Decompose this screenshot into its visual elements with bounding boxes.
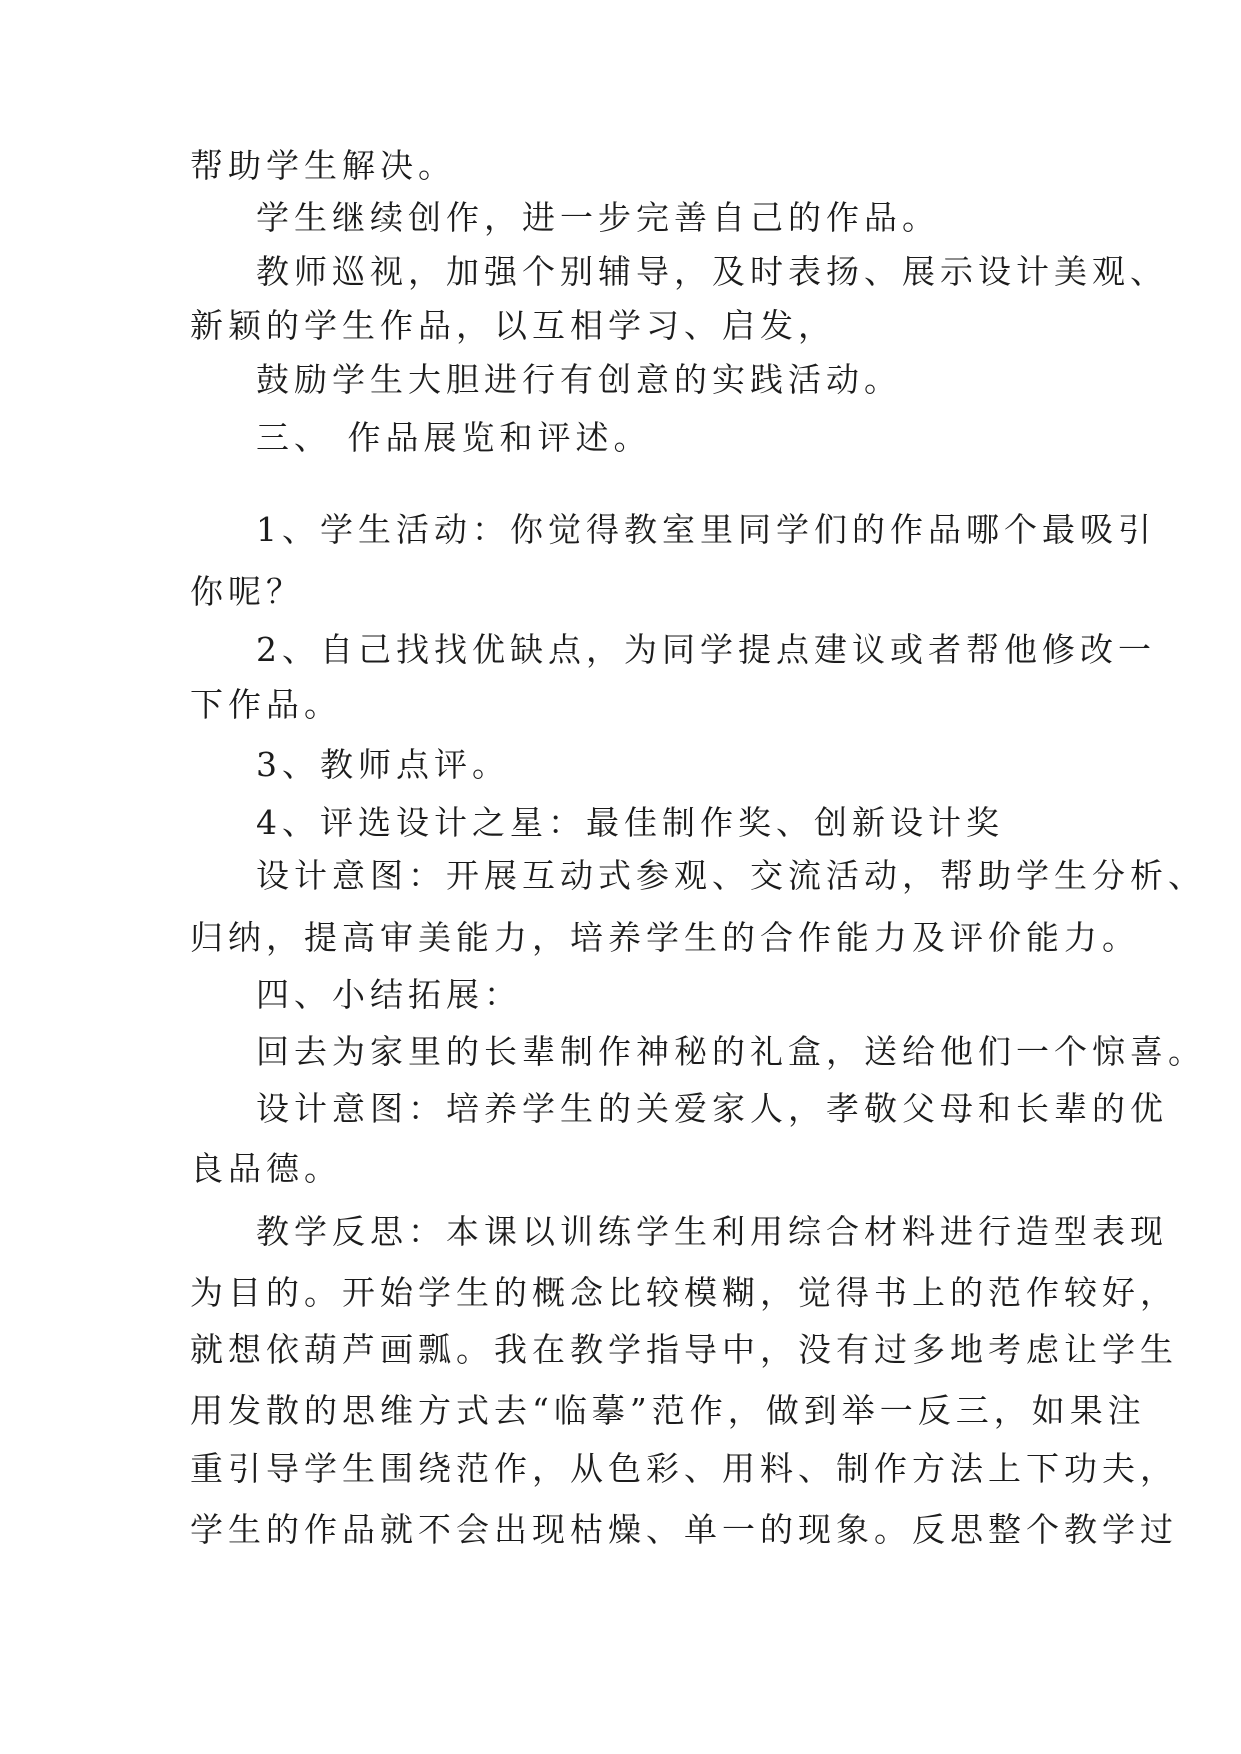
text-line: 3、教师点评。 xyxy=(256,745,510,784)
text-line: 归纳，提高审美能力，培养学生的合作能力及评价能力。 xyxy=(190,918,1140,957)
text-line: 2、自己找找优缺点，为同学提点建议或者帮他修改一 xyxy=(256,630,1156,669)
text-line: 教学反思：本课以训练学生利用综合材料进行造型表现 xyxy=(256,1212,1168,1251)
text-line: 4、评选设计之星：最佳制作奖、创新设计奖 xyxy=(256,803,1004,842)
text-line: 学生继续创作，进一步完善自己的作品。 xyxy=(256,198,940,237)
section-heading: 四、小结拓展： xyxy=(256,975,522,1014)
text-line: 设计意图：开展互动式参观、交流活动，帮助学生分析、 xyxy=(256,856,1206,895)
text-line: 你呢？ xyxy=(190,572,304,611)
text-line: 学生的作品就不会出现枯燥、单一的现象。反思整个教学过 xyxy=(190,1510,1178,1549)
section-heading: 三、 作品展览和评述。 xyxy=(256,418,652,457)
text-line: 下作品。 xyxy=(190,685,342,724)
text-line: 教师巡视，加强个别辅导，及时表扬、展示设计美观、 xyxy=(256,252,1168,291)
text-line: 帮助学生解决。 xyxy=(190,146,456,185)
text-line: 设计意图：培养学生的关爱家人，孝敬父母和长辈的优 xyxy=(256,1089,1168,1128)
text-line: 用发散的思维方式去“临摹”范作，做到举一反三，如果注 xyxy=(190,1391,1146,1430)
text-line: 回去为家里的长辈制作神秘的礼盒，送给他们一个惊喜。 xyxy=(256,1032,1206,1071)
text-line: 良品德。 xyxy=(190,1149,342,1188)
text-line: 1、学生活动：你觉得教室里同学们的作品哪个最吸引 xyxy=(256,510,1156,549)
text-line: 重引导学生围绕范作，从色彩、用料、制作方法上下功夫， xyxy=(190,1449,1178,1488)
text-line: 就想依葫芦画瓢。我在教学指导中，没有过多地考虑让学生 xyxy=(190,1330,1178,1369)
text-line: 为目的。开始学生的概念比较模糊，觉得书上的范作较好， xyxy=(190,1273,1178,1312)
text-line: 新颖的学生作品，以互相学习、启发， xyxy=(190,306,836,345)
text-line: 鼓励学生大胆进行有创意的实践活动。 xyxy=(256,360,902,399)
